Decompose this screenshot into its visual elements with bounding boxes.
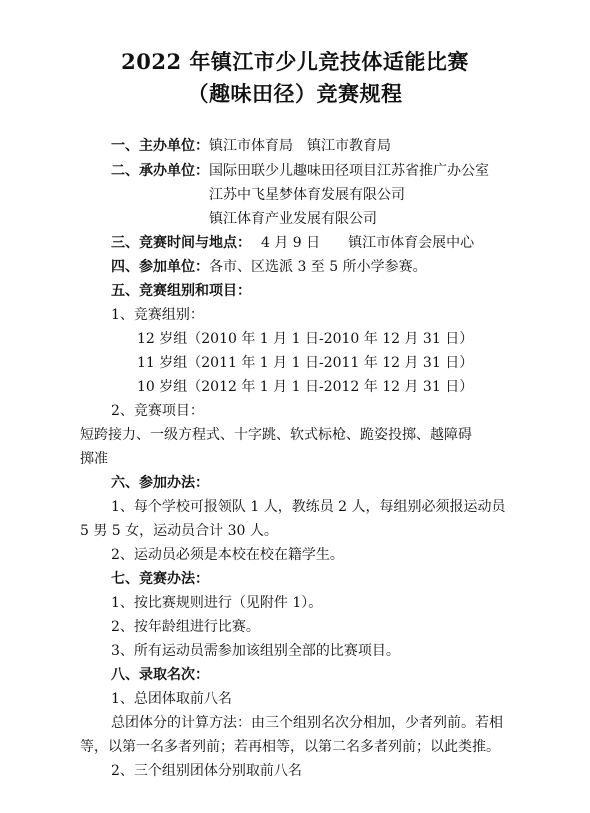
section-7-p3: 3、所有运动员需参加该组别全部的比赛项目。 [111,643,400,659]
section-6-heading: 六、参加办法： [111,475,209,491]
section-3-heading: 三、竞赛时间与地点： [111,235,251,251]
section-6-p1-line1: 1、每个学校可报领队 1 人，教练员 2 人，每组别必须报运动员 [111,499,506,515]
section-4 [111,258,427,276]
section-8-heading: 八、录取名次： [111,667,209,683]
section-5-group-10: 10 岁组（2012 年 1 月 1 日-2012 年 12 月 31 日） [137,379,474,395]
section-8-p2-line1: 总团体分的计算方法：由三个组别名次分相加，少者列前。若相 [111,715,503,731]
section-5-sub2: 2、竞赛项目： [111,403,204,419]
section-3-text: 4 月 9 日 镇江市体育会展中心 [261,235,475,251]
section-8-p1: 1、总团体取前八名 [111,691,232,707]
section-2-line3: 镇江体育产业发展有限公司 [209,211,377,227]
section-2-line2: 江苏中飞星梦体育发展有限公司 [209,187,405,203]
section-2-line1: 国际田联少儿趣味田径项目江苏省推广办公室 [209,163,489,179]
section-7-p1: 1、按比赛规则进行（见附件 1）。 [111,595,323,611]
section-8-p2-line2: 等，以第一名多者列前；若再相等，以第二名多者列前；以此类推。 [80,739,500,755]
section-6-p1-line2: 5 男 5 女，运动员合计 30 人。 [80,523,278,539]
section-5-group-11: 11 岁组（2011 年 1 月 1 日-2011 年 12 月 31 日） [137,355,474,371]
section-3 [111,234,474,252]
section-4-text: 各市、区选派 3 至 5 所小学参赛。 [209,259,427,275]
section-1 [111,137,391,155]
section-5-group-12: 12 岁组（2010 年 1 月 1 日-2010 年 12 月 31 日） [137,331,474,347]
section-2 [111,162,489,180]
section-5-sub1: 1、竞赛组别： [111,307,204,323]
section-8-p3: 2、三个组别团体分别取前八名 [111,763,302,779]
section-5-heading: 五、竞赛组别和项目： [111,283,251,299]
section-6-p2: 2、运动员必须是本校在校在籍学生。 [111,547,344,563]
section-1-text: 镇江市体育局 镇江市教育局 [209,138,391,154]
section-2-heading: 二、承办单位： [111,163,209,179]
section-4-heading: 四、参加单位： [111,259,209,275]
section-5-items-line1: 短跨接力、一级方程式、十字跳、软式标枪、跪姿投掷、越障碍 [80,427,472,443]
document-title-line1: 2022 年镇江市少儿竞技体适能比赛 [121,49,469,74]
section-1-heading: 一、主办单位： [111,138,209,154]
section-5-items-line2: 掷准 [80,451,108,467]
section-7-heading: 七、竞赛办法： [111,571,209,587]
document-title-line2: （趣味田径）竞赛规程 [187,81,403,106]
section-7-p2: 2、按年龄组进行比赛。 [111,619,260,635]
